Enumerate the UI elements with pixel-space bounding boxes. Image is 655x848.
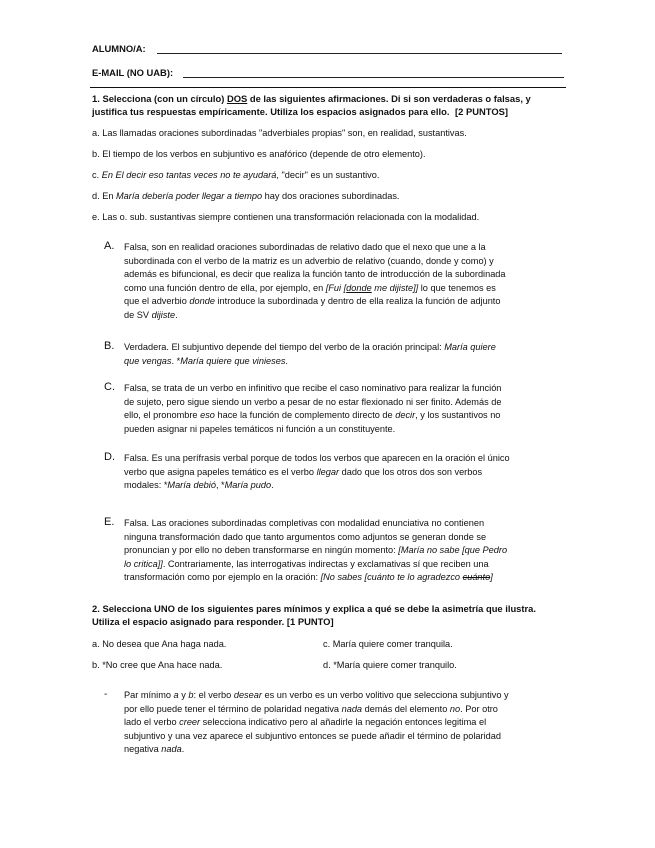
alumno-label: ALUMNO/A:: [92, 43, 146, 54]
q2-pair-b: b. *No cree que Ana hace nada.: [92, 660, 223, 670]
q2-answer-bullet: -: [104, 689, 108, 700]
answer-a: Falsa, son en realidad oraciones subordinadas de relativo dado que el nexo que une a la subordinada con el verbo de la matriz es un adverbio de relativo (cuando, donde y como) y además es bifuncional, es decir que realiza la función tanto de introducción de la subordinada como una función dentro de ella, por ejemplo, en [Fui [donde me dijiste]] lo que tenemos es que el adverbio donde introduce la subordinada y dentro de ella realiza la función de adjunto de SV dijiste.: [124, 242, 506, 320]
answer-e-letter: E.: [104, 516, 115, 528]
q1-title: 1. Selecciona (con un círculo) DOS de las siguientes afirmaciones. Di si son verdaderas o falsas, y: [92, 93, 531, 104]
answer-d: Falsa. Es una perífrasis verbal porque de todos los verbos que aparecen en la oración el único verbo que asigna papeles temático es el verbo llegar dado que los otros dos son verbos modales: *María debió, *María pudo.: [124, 453, 510, 491]
alumno-field[interactable]: [157, 53, 562, 54]
answer-c-letter: C.: [104, 381, 115, 393]
answer-b: Verdadera. El subjuntivo depende del tiempo del verbo de la oración principal: María quiere que vengas. *María quiere que vinieses.: [124, 342, 496, 366]
q2-title: 2. Selecciona UNO de los siguientes pares mínimos y explica a qué se debe la asimetría que ilustra.: [92, 603, 536, 614]
q1-statement-d: d. En María debería poder llegar a tiempo hay dos oraciones subordinadas.: [92, 191, 400, 201]
q2-title-line2: Utiliza el espacio asignado para responder. [1 PUNTO]: [92, 616, 334, 627]
q1-statement-a: a. Las llamadas oraciones subordinadas "adverbiales propias" son, en realidad, sustantivas.: [92, 128, 467, 138]
answer-c: Falsa, se trata de un verbo en infinitivo que recibe el caso nominativo para realizar la función de sujeto, pero sigue siendo un verbo a pesar de no estar flexionado ni ser finito. Además de ello, el pronombre eso hace la función de complemento directo de decir, y los sustantivos no pueden asignar ni papeles temáticos ni función a un constituyente.: [124, 383, 502, 434]
answer-a-letter: A.: [104, 240, 115, 252]
answer-e: Falsa. Las oraciones subordinadas completivas con modalidad enunciativa no contienen ninguna transformación dado que tanto argumentos como adjuntos se generan donde se pronuncian y por ello no deben transformarse en ningún momento: [María no sabe [que Pedro lo critica]]. Contrariamente, las interrogativas indirectas y exclamativas sí que reciben una transformación como por ejemplo en la oración: [No sabes [cuánto te lo agradezco cuánto]: [124, 518, 508, 583]
q1-statement-e: e. Las o. sub. sustantivas siempre contienen una transformación relacionada con la modalidad.: [92, 212, 480, 222]
q1-statement-c: c. En El decir eso tantas veces no te ayudará, "decir" es un sustantivo.: [92, 170, 380, 180]
q2-pair-d: d. *María quiere comer tranquilo.: [323, 660, 457, 670]
q2-pair-c: c. María quiere comer tranquila.: [323, 639, 453, 649]
q1-statement-b: b. El tiempo de los verbos en subjuntivo es anafórico (depende de otro elemento).: [92, 149, 426, 159]
email-label: E-MAIL (NO UAB):: [92, 67, 174, 78]
q2-answer: Par mínimo a y b: el verbo desear es un verbo es un verbo volitivo que selecciona subjuntivo y por ello puede tener el término de polaridad negativa nada demás del elemento no. Por otro lado el verbo creer selecciona indicativo pero al añadirle la negación entonces legitima el subjuntivo y una vez aparece el subjuntivo entonces se puede añadir el término de polaridad negativa nada.: [124, 690, 509, 755]
answer-d-letter: D.: [104, 451, 115, 463]
header-divider: [90, 87, 566, 88]
q1-title-line2: justifica tus respuestas empíricamente. Utiliza los espacios asignados para ello. [2 PUNTOS]: [92, 106, 508, 117]
q2-pair-a: a. No desea que Ana haga nada.: [92, 639, 227, 649]
email-field[interactable]: [183, 77, 564, 78]
answer-b-letter: B.: [104, 340, 115, 352]
